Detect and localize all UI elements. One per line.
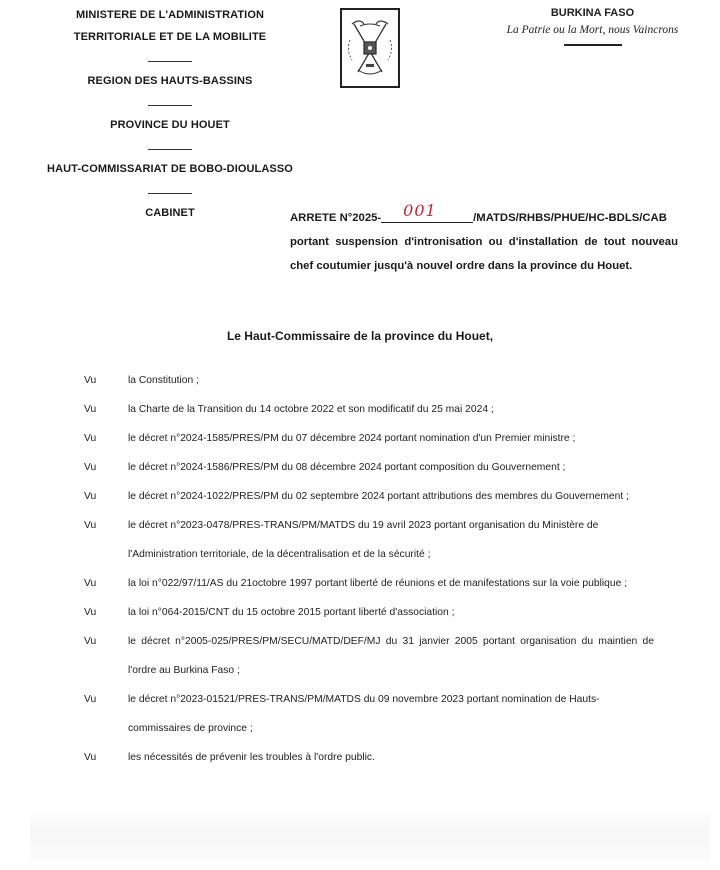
consideration-text: le décret n°2024-1585/PRES/PM du 07 décembre 2024 portant nomination d'un Premier ministre ; <box>128 433 576 444</box>
separator <box>148 105 192 106</box>
consideration-text: la loi n°064-2015/CNT du 15 octobre 2015 portant liberté d'association ; <box>128 607 455 618</box>
handwritten-number: 001 <box>403 201 437 220</box>
vu-label: Vu <box>84 462 97 473</box>
consideration-item <box>84 395 654 424</box>
decree-number-blank <box>381 201 473 223</box>
decree-object: portant suspension d'intronisation ou d'installation de tout nouveau chef coutumier jusqu'à nouvel ordre dans la province du Houet. <box>290 236 678 272</box>
consideration-item <box>84 685 654 743</box>
region-label: REGION DES HAUTS-BASSINS <box>87 75 253 87</box>
coat-of-arms-icon <box>340 8 400 88</box>
consideration-item <box>84 627 654 685</box>
separator <box>148 61 192 62</box>
decree-reference-block <box>290 201 678 278</box>
vu-label: Vu <box>84 520 97 531</box>
considerations-list <box>84 366 654 772</box>
vu-label: Vu <box>84 433 97 444</box>
vu-label: Vu <box>84 694 97 705</box>
vu-label: Vu <box>84 752 97 763</box>
consideration-text: le décret n°2023-0478/PRES-TRANS/PM/MATDS du 19 avril 2023 portant organisation du Ministère de l'Administration territoriale, de la décentralisation et de la sécurité ; <box>128 520 599 560</box>
consideration-item <box>84 743 654 772</box>
separator <box>148 193 192 194</box>
vu-label: Vu <box>84 375 97 386</box>
national-motto: La Patrie ou la Mort, nous Vaincrons <box>506 24 679 36</box>
vu-label: Vu <box>84 607 97 618</box>
consideration-text: le décret n°2005-025/PRES/PM/SECU/MATD/DEF/MJ du 31 janvier 2005 portant organisation du maintien de l'ordre au Burkina Faso ; <box>128 636 654 676</box>
consideration-item <box>84 569 654 598</box>
republic-header <box>480 4 705 46</box>
province-label: PROVINCE DU HOUET <box>110 119 230 131</box>
ministry-line-1: MINISTERE DE L'ADMINISTRATION <box>75 9 265 21</box>
country-name: BURKINA FASO <box>550 7 635 19</box>
ministry-line-2: TERRITORIALE ET DE LA MOBILITE <box>73 31 267 43</box>
haut-commissariat-label: HAUT-COMMISSARIAT DE BOBO-DIOULASSO <box>47 163 293 175</box>
decree-suffix: /MATDS/RHBS/PHUE/HC-BDLS/CAB <box>473 212 667 224</box>
consideration-text: le décret n°2023-01521/PRES-TRANS/PM/MATDS du 09 novembre 2023 portant nomination de Hauts-commissaires de province ; <box>128 694 600 734</box>
issuing-authority-block <box>40 4 300 224</box>
consideration-item <box>84 482 654 511</box>
cabinet-label: CABINET <box>145 207 195 219</box>
consideration-item <box>84 598 654 627</box>
consideration-text: les nécessités de prévenir les troubles à l'ordre public. <box>128 752 375 763</box>
consideration-text: le décret n°2024-1586/PRES/PM du 08 décembre 2024 portant composition du Gouvernement ; <box>128 462 566 473</box>
consideration-text: le décret n°2024-1022/PRES/PM du 02 septembre 2024 portant attributions des membres du Gouvernement ; <box>128 491 629 502</box>
consideration-text: la Constitution ; <box>128 375 199 386</box>
separator <box>148 149 192 150</box>
motto-underline <box>564 44 622 46</box>
consideration-text: la loi n°022/97/11/AS du 21octobre 1997 portant liberté de réunions et de manifestations sur la voie publique ; <box>128 578 628 589</box>
vu-label: Vu <box>84 404 97 415</box>
consideration-item <box>84 453 654 482</box>
scan-background-noise <box>30 810 710 860</box>
vu-label: Vu <box>84 636 97 647</box>
consideration-item <box>84 424 654 453</box>
consideration-item <box>84 511 654 569</box>
authority-heading: Le Haut-Commissaire de la province du Houet, <box>226 329 494 343</box>
vu-label: Vu <box>84 491 97 502</box>
consideration-item <box>84 366 654 395</box>
decree-number <box>290 201 678 230</box>
decree-prefix: ARRETE N°2025- <box>290 212 382 224</box>
consideration-text: la Charte de la Transition du 14 octobre 2022 et son modificatif du 25 mai 2024 ; <box>128 404 494 415</box>
vu-label: Vu <box>84 578 97 589</box>
